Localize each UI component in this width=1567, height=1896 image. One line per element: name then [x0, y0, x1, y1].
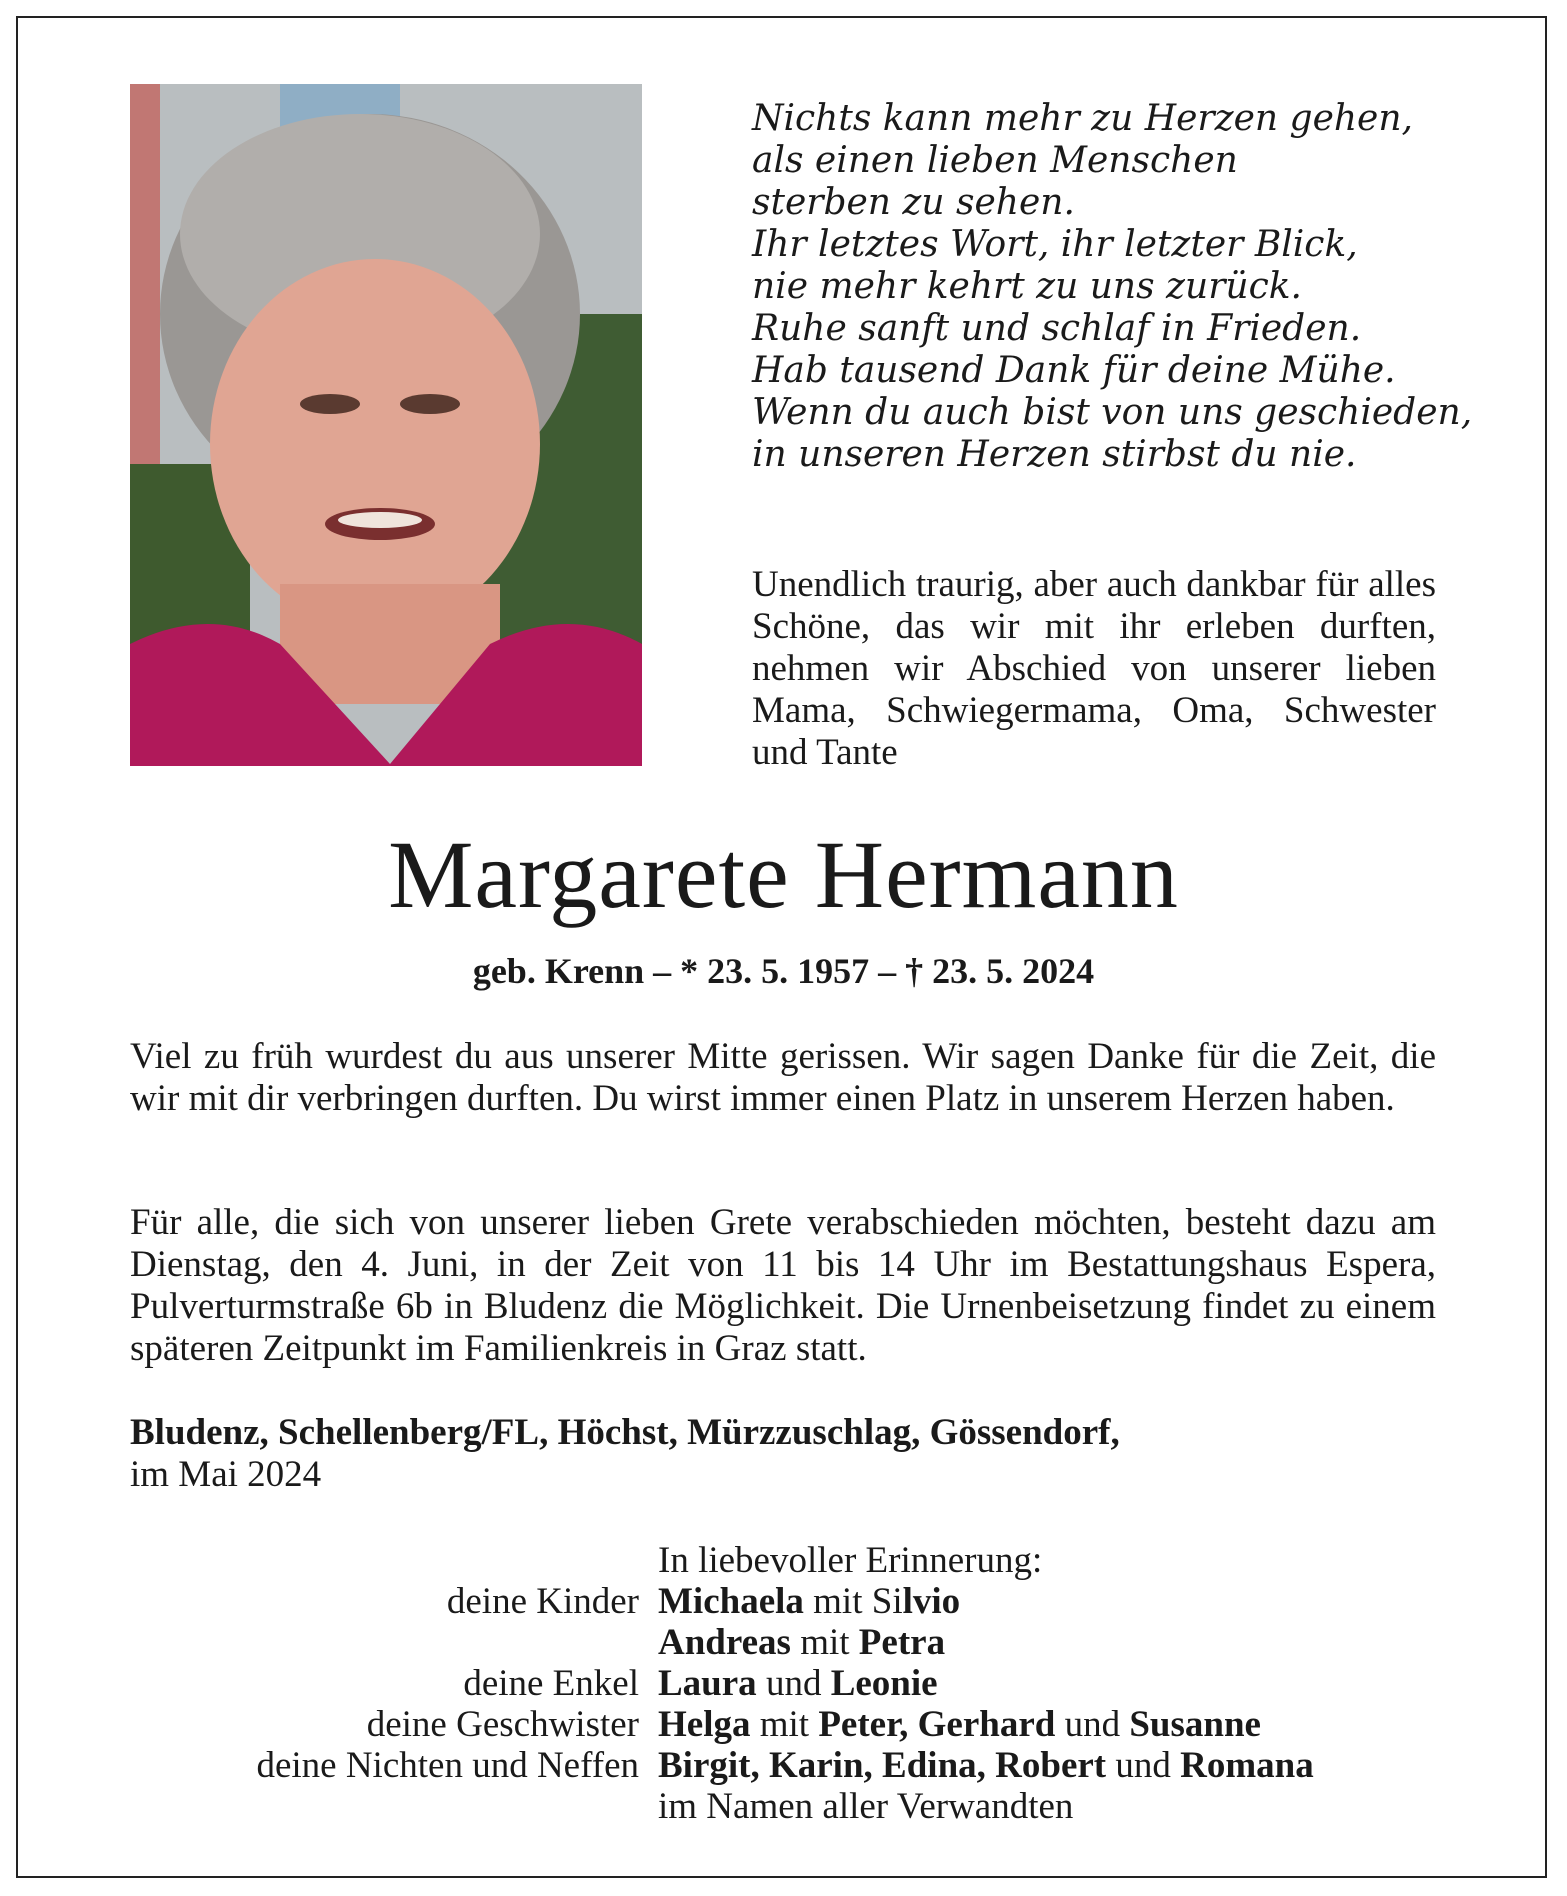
mourner-name: Laura	[658, 1663, 757, 1704]
mourner-name: Peter, Gerhard	[818, 1704, 1056, 1745]
places-list: Bludenz, Schellenberg/FL, Höchst, Mürzzuschlag, Gössendorf,	[130, 1412, 1120, 1453]
mourner-row-kinder	[0, 1581, 1567, 1622]
mourner-connector: und	[1055, 1704, 1130, 1745]
places-block	[130, 1412, 1120, 1496]
memory-heading: In liebevoller Erinnerung:	[658, 1540, 1043, 1581]
mourner-label: deine Nichten und Neffen	[256, 1745, 639, 1786]
mourner-name: Michaela	[658, 1581, 804, 1622]
mourner-label: deine Kinder	[446, 1581, 639, 1622]
mourner-connector: mit	[790, 1622, 859, 1663]
mourner-label: deine Geschwister	[366, 1704, 639, 1745]
mourner-connector: mit Si	[803, 1581, 903, 1622]
mourner-connector: und	[756, 1663, 831, 1704]
mourner-connector: und	[1106, 1745, 1181, 1786]
mourner-row-geschwister	[0, 1704, 1567, 1745]
mourner-row-kinder-2	[0, 1622, 1567, 1663]
intro-text: Unendlich traurig, aber auch dankbar für alles Schöne, das wir mit ihr erleben durften, nehmen wir Abschied von unserer lieben Mama, Schwiegermama, Oma, Schwester und Tante	[752, 564, 1436, 773]
mourner-name: Romana	[1180, 1745, 1314, 1786]
farewell-paragraph: Viel zu früh wurdest du aus unserer Mitte gerissen. Wir sagen Danke für die Zeit, die wir mit dir verbringen durften. Du wirst immer einen Platz in unserem Herzen haben.	[130, 1036, 1436, 1119]
mourner-name: lvio	[902, 1581, 961, 1622]
mourner-name: Leonie	[830, 1663, 938, 1704]
closing-line: im Namen aller Verwandten	[658, 1786, 1074, 1827]
date-line: im Mai 2024	[130, 1454, 322, 1495]
mourner-name: Susanne	[1129, 1704, 1261, 1745]
mourner-name: Helga	[658, 1704, 751, 1745]
mourner-label: deine Enkel	[463, 1663, 639, 1704]
mourner-connector: mit	[750, 1704, 819, 1745]
mourner-name: Petra	[858, 1622, 946, 1663]
mourner-name: Andreas	[658, 1622, 791, 1663]
memorial-poem: Nichts kann mehr zu Herzen gehen, als einen lieben Menschen sterben zu sehen. Ihr letztes Wort, ihr letzter Blick, nie mehr kehrt zu uns zurück. Ruhe sanft und schlaf in Frieden. Hab tausend Dank für deine Mühe. Wenn du auch bist von uns geschieden, in unseren Herzen stirbst du nie.	[752, 98, 1473, 475]
deceased-name: Margarete Hermann	[388, 821, 1179, 928]
mourners-block	[0, 1540, 1567, 1827]
portrait-photo	[130, 84, 642, 766]
mourner-name: Birgit, Karin, Edina, Robert	[658, 1745, 1107, 1786]
service-details-paragraph: Für alle, die sich von unserer lieben Grete verabschieden möchten, besteht dazu am Dienstag, den 4. Juni, in der Zeit von 11 bis 14 Uhr im Bestattungshaus Espera, Pulverturmstraße 6b in Bludenz die Möglichkeit. Die Urnenbeisetzung findet zu einem späteren Zeitpunkt im Familienkreis in Graz statt.	[130, 1202, 1436, 1369]
birth-death-dates: geb. Krenn – * 23. 5. 1957 – † 23. 5. 2024	[472, 951, 1095, 991]
mourner-row-nichten	[0, 1745, 1567, 1786]
mourner-closing	[0, 1786, 1567, 1827]
mourner-row-enkel	[0, 1663, 1567, 1704]
